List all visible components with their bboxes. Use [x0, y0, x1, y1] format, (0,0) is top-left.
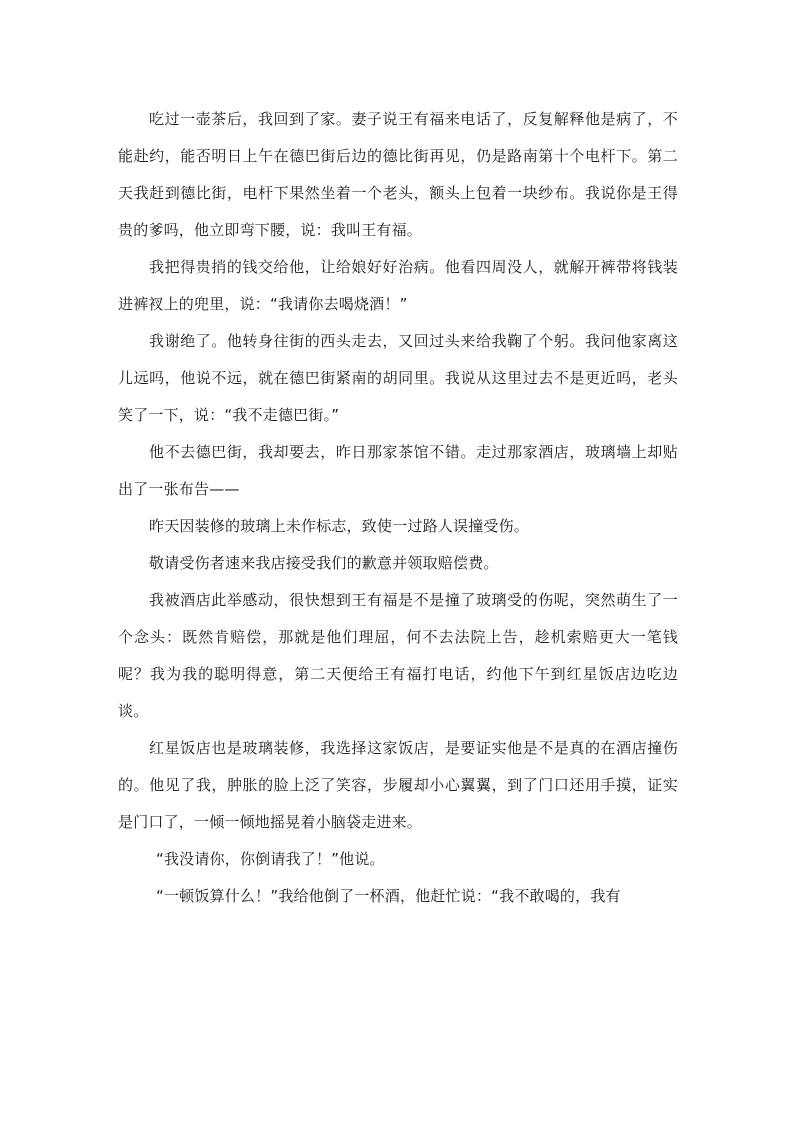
notice-line-2: 敬请受伤者速来我店接受我们的歉意并领取赔偿费。 — [149, 554, 499, 572]
paragraph-3: 我谢绝了。他转身往街的西头走去，又回过头来给我鞠了个躬。我问他家离这儿远吗，他说不远，就在德巴街紧南的胡同里。我说从这里过去不是更近吗，老头笑了一下，说：“我不走德巴街。” — [118, 332, 678, 424]
notice-line-1: 昨天因装修的玻璃上未作标志，致使一过路人误撞受伤。 — [149, 517, 530, 535]
paragraph-7: “我没请你，你倒请我了！”他说。 — [156, 850, 385, 868]
paragraph-4: 他不去德巴街，我却要去，昨日那家茶馆不错。走过那家酒店，玻璃墙上却贴出了一张布告—— — [118, 443, 678, 498]
paragraph-1: 吃过一壶茶后，我回到了家。妻子说王有福来电话了，反复解释他是病了，不能赴约，能否明日上午在德巴街后边的德比街再见，仍是路南第十个电杆下。第二天我赶到德比街，电杆下果然坐着一个老头，额头上包着一块纱布。我说你是王得贵的爹吗，他立即弯下腰，说：我叫王有福。 — [118, 110, 678, 239]
paragraph-5: 我被酒店此举感动，很快想到王有福是不是撞了玻璃受的伤呢，突然萌生了一个念头：既然肯赔偿，那就是他们理屈，何不去法院上告，趁机索赔更大一笔钱呢？我为我的聪明得意，第二天便给王有福打电话，约他下午到红星饭店边吃边谈。 — [118, 591, 678, 720]
paragraph-2: 我把得贵捎的钱交给他，让给娘好好治病。他看四周没人，就解开裤带将钱装进裤衩上的兜里，说：“我请你去喝烧酒！” — [118, 258, 678, 313]
document-body — [118, 101, 678, 915]
paragraph-6: 红星饭店也是玻璃装修，我选择这家饭店，是要证实他是不是真的在酒店撞伤的。他见了我，肿胀的脸上泛了笑容，步履却小心翼翼，到了门口还用手摸，证实是门口了，一倾一倾地摇晃着小脑袋走进来。 — [118, 739, 678, 831]
paragraph-8: “一顿饭算什么！”我给他倒了一杯酒，他赶忙说：“我不敢喝的，我有 — [156, 887, 621, 905]
